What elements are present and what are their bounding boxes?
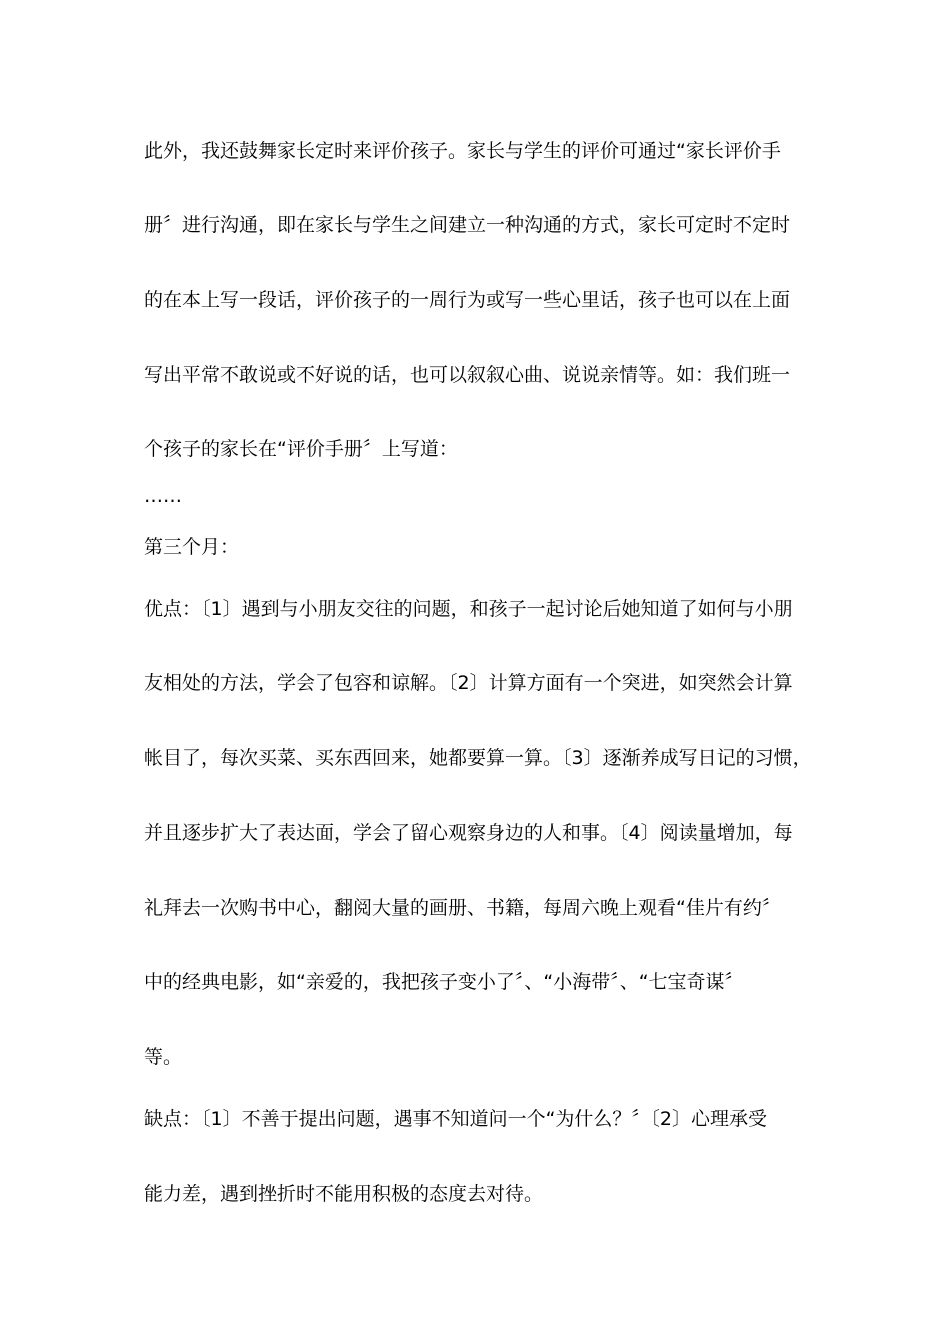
ellipsis: …… — [144, 485, 182, 507]
intro-line-2: 册〞进行沟通，即在家长与学生之间建立一种沟通的方式，家长可定时不定时 — [144, 214, 791, 236]
strengths-line-4: 并且逐步扩大了表达面，学会了留心观察身边的人和事。〔4〕阅读量增加，每 — [144, 822, 793, 844]
strengths-line-5: 礼拜去一次购书中心，翻阅大量的画册、书籍，每周六晚上观看“佳片有约〞 — [144, 897, 781, 919]
intro-line-1: 此外，我还鼓舞家长定时来评价孩子。家长与学生的评价可通过“家长评价手 — [144, 140, 781, 162]
strengths-line-7: 等。 — [144, 1046, 183, 1068]
strengths-line-2: 友相处的方法，学会了包容和谅解。〔2〕计算方面有一个突进，如突然会计算 — [144, 672, 793, 694]
month-heading: 第三个月： — [144, 536, 240, 558]
strengths-line-1: 优点：〔1〕遇到与小朋友交往的问题，和孩子一起讨论后她知道了如何与小朋 — [144, 598, 793, 620]
intro-line-5: 个孩子的家长在“评价手册〞上写道： — [144, 438, 458, 460]
strengths-line-3: 帐目了，每次买菜、买东西回来，她都要算一算。〔3〕逐渐养成写日记的习惯， — [144, 747, 812, 769]
intro-line-3: 的在本上写一段话，评价孩子的一周行为或写一些心里话，孩子也可以在上面 — [144, 289, 791, 311]
weaknesses-line-1: 缺点：〔1〕不善于提出问题，遇事不知道问一个“为什么？〞〔2〕心理承受 — [144, 1108, 768, 1130]
strengths-line-6: 中的经典电影，如“亲爱的，我把孩子变小了〞、“小海带〞、“七宝奇谋〞 — [144, 971, 744, 993]
weaknesses-line-2: 能力差，遇到挫折时不能用积极的态度去对待。 — [144, 1183, 544, 1205]
intro-line-4: 写出平常不敢说或不好说的话，也可以叙叙心曲、说说亲情等。如：我们班一 — [144, 364, 791, 386]
